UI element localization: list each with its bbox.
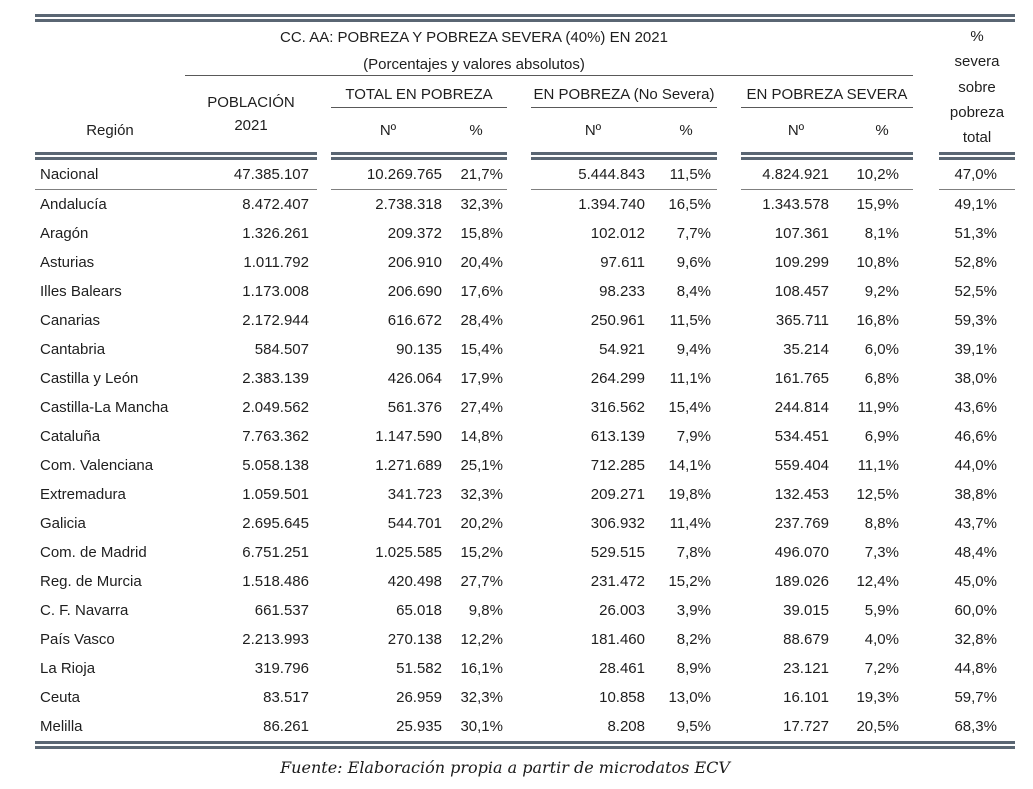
severa-sobre-total-cell: 32,8% <box>954 631 997 648</box>
no-severa-n-cell: 231.472 <box>590 573 645 590</box>
no-severa-n-cell: 28.461 <box>599 660 645 677</box>
severa-pct-cell: 11,1% <box>857 457 899 474</box>
severa-sobre-total-cell: 38,0% <box>954 370 997 387</box>
severa-n-cell: 88.679 <box>783 631 829 648</box>
severa-sobre-total-cell: 43,7% <box>954 515 997 532</box>
region-cell: Aragón <box>40 225 89 242</box>
table-subtitle: (Porcentajes y valores absolutos) <box>363 55 585 73</box>
no-severa-n-cell: 26.003 <box>599 602 645 619</box>
region-cell: Andalucía <box>40 196 107 213</box>
severa-n-cell: 107.361 <box>774 225 829 242</box>
population-cell: 319.796 <box>254 660 309 677</box>
region-cell: Cantabria <box>40 341 106 358</box>
subtitle-underline <box>185 75 913 76</box>
no-severa-n-cell: 5.444.843 <box>578 166 645 183</box>
row-divider-segment <box>741 189 913 190</box>
total-pobreza-n-cell: 65.018 <box>396 602 442 619</box>
population-cell: 661.537 <box>254 602 309 619</box>
total-pobreza-pct-cell: 32,3% <box>460 486 503 503</box>
region-cell: Illes Balears <box>40 283 122 300</box>
population-cell: 83.517 <box>263 689 309 706</box>
total-pobreza-pct-cell: 16,1% <box>460 660 503 677</box>
severa-pct-cell: 16,8% <box>856 312 899 329</box>
last-col-line-4: pobreza <box>949 103 1005 121</box>
total-pobreza-pct-cell: 20,4% <box>460 254 503 271</box>
severa-sobre-total-cell: 43,6% <box>954 399 997 416</box>
table-row <box>35 451 1015 480</box>
severa-n-cell: 189.026 <box>774 573 829 590</box>
table-row <box>35 625 1015 654</box>
no-severa-pct-cell: 13,0% <box>668 689 711 706</box>
no-severa-pct-cell: 8,9% <box>676 660 711 677</box>
severa-pct-cell: 6,9% <box>864 428 899 445</box>
severa-n-cell: 161.765 <box>774 370 829 387</box>
no-severa-pct-cell: 11,1% <box>669 370 711 387</box>
population-cell: 5.058.138 <box>242 457 309 474</box>
total-pobreza-n-cell: 26.959 <box>396 689 442 706</box>
total-pobreza-pct-cell: 15,8% <box>460 225 503 242</box>
no-severa-pct-cell: 3,9% <box>676 602 711 619</box>
no-severa-n-cell: 250.961 <box>590 312 645 329</box>
severa-sobre-total-cell: 52,8% <box>954 254 997 271</box>
table-row <box>35 422 1015 451</box>
total-pobreza-n-cell: 1.025.585 <box>375 544 442 561</box>
no-severa-pct-cell: 19,8% <box>668 486 711 503</box>
severa-pct-cell: 15,9% <box>856 196 899 213</box>
row-divider-segment <box>531 189 717 190</box>
poverty-table <box>35 14 1015 749</box>
severa-n-cell: 4.824.921 <box>762 166 829 183</box>
population-cell: 1.059.501 <box>242 486 309 503</box>
population-cell: 2.383.139 <box>242 370 309 387</box>
severa-sobre-total-cell: 60,0% <box>954 602 997 619</box>
population-cell: 47.385.107 <box>233 166 309 183</box>
no-severa-pct-cell: 7,9% <box>676 428 711 445</box>
population-cell: 8.472.407 <box>242 196 309 213</box>
no-severa-n-cell: 529.515 <box>590 544 645 561</box>
table-body <box>35 160 1015 741</box>
severa-n-cell: 534.451 <box>774 428 829 445</box>
severa-sobre-total-cell: 38,8% <box>954 486 997 503</box>
severa-n-cell: 244.814 <box>774 399 829 416</box>
no-severa-n-cell: 1.394.740 <box>578 196 645 213</box>
table-row <box>35 654 1015 683</box>
severa-sobre-total-cell: 59,3% <box>954 312 997 329</box>
table-row <box>35 538 1015 567</box>
total-pobreza-n-cell: 1.271.689 <box>375 457 442 474</box>
table-row <box>35 248 1015 277</box>
no-severa-n-cell: 181.460 <box>590 631 645 648</box>
table-row <box>35 683 1015 712</box>
table-bottom-border <box>35 741 1015 749</box>
total-pobreza-pct-cell: 28,4% <box>460 312 503 329</box>
no-severa-pct-cell: 7,8% <box>676 544 711 561</box>
no-severa-n-cell: 97.611 <box>600 254 645 271</box>
row-divider-segment <box>939 189 1015 190</box>
region-cell: País Vasco <box>40 631 115 648</box>
severa-pct-cell: 11,9% <box>857 399 899 416</box>
severa-pct-cell: 7,3% <box>864 544 899 561</box>
severa-n-cell: 109.299 <box>774 254 829 271</box>
total-pobreza-n-cell: 206.690 <box>387 283 442 300</box>
column-header-n-severa: Nº <box>787 121 805 139</box>
no-severa-pct-cell: 15,2% <box>668 573 711 590</box>
region-cell: Ceuta <box>40 689 81 706</box>
population-cell: 1.173.008 <box>242 283 309 300</box>
table-row <box>35 364 1015 393</box>
table-top-border <box>35 14 1015 22</box>
no-severa-pct-cell: 7,7% <box>676 225 711 242</box>
severa-sobre-total-cell: 45,0% <box>954 573 997 590</box>
table-row <box>35 712 1015 741</box>
total-pobreza-pct-cell: 21,7% <box>460 166 503 183</box>
total-pobreza-n-cell: 420.498 <box>387 573 442 590</box>
no-severa-n-cell: 264.299 <box>590 370 645 387</box>
severa-pct-cell: 8,8% <box>864 515 899 532</box>
table-row <box>35 480 1015 509</box>
no-severa-pct-cell: 9,6% <box>676 254 711 271</box>
severa-pct-cell: 6,0% <box>864 341 899 358</box>
total-pobreza-n-cell: 51.582 <box>396 660 442 677</box>
severa-n-cell: 365.711 <box>775 312 829 329</box>
total-pobreza-n-cell: 561.376 <box>387 399 442 416</box>
column-header-n-no-severa: Nº <box>584 121 602 139</box>
header-border-segment <box>331 152 507 160</box>
no-severa-n-cell: 712.285 <box>590 457 645 474</box>
severa-sobre-total-cell: 51,3% <box>954 225 997 242</box>
region-cell: Extremadura <box>40 486 126 503</box>
column-header-pct-total: % <box>469 121 483 139</box>
column-group-en-pobreza-severa: EN POBREZA SEVERA <box>741 86 913 108</box>
region-cell: Galicia <box>40 515 86 532</box>
region-cell: C. F. Navarra <box>40 602 129 619</box>
population-cell: 1.011.792 <box>243 254 309 271</box>
severa-n-cell: 1.343.578 <box>762 196 829 213</box>
population-cell: 2.172.944 <box>242 312 309 329</box>
severa-pct-cell: 12,4% <box>856 573 899 590</box>
severa-sobre-total-cell: 46,6% <box>954 428 997 445</box>
column-header-pct-severa-sobre-pobreza-total <box>939 22 1015 152</box>
no-severa-n-cell: 306.932 <box>590 515 645 532</box>
severa-pct-cell: 9,2% <box>864 283 899 300</box>
severa-sobre-total-cell: 68,3% <box>954 718 997 735</box>
column-group-total-en-pobreza: TOTAL EN POBREZA <box>331 86 507 108</box>
region-cell: Castilla y León <box>40 370 139 387</box>
population-cell: 2.695.645 <box>242 515 309 532</box>
column-header-n-total: Nº <box>379 121 397 139</box>
population-cell: 584.507 <box>254 341 309 358</box>
population-cell: 6.751.251 <box>242 544 309 561</box>
total-pobreza-n-cell: 25.935 <box>396 718 442 735</box>
region-cell: Com. de Madrid <box>40 544 147 561</box>
no-severa-n-cell: 10.858 <box>599 689 645 706</box>
severa-n-cell: 237.769 <box>774 515 829 532</box>
severa-pct-cell: 6,8% <box>864 370 899 387</box>
last-col-line-5: total <box>962 129 992 146</box>
severa-pct-cell: 10,8% <box>856 254 899 271</box>
total-pobreza-pct-cell: 32,3% <box>460 689 503 706</box>
severa-pct-cell: 19,3% <box>856 689 899 706</box>
table-row <box>35 219 1015 248</box>
row-divider-segment <box>35 189 317 190</box>
no-severa-n-cell: 98.233 <box>599 283 645 300</box>
column-header-pct-severa: % <box>875 121 889 139</box>
header-border-segment <box>35 152 317 160</box>
no-severa-pct-cell: 9,5% <box>676 718 711 735</box>
population-cell: 1.326.261 <box>242 225 309 242</box>
header-bottom-border <box>35 152 1015 160</box>
severa-sobre-total-cell: 39,1% <box>954 341 997 358</box>
table-row <box>35 306 1015 335</box>
total-pobreza-n-cell: 90.135 <box>396 341 442 358</box>
total-pobreza-n-cell: 2.738.318 <box>375 196 442 213</box>
severa-sobre-total-cell: 59,7% <box>954 689 997 706</box>
severa-pct-cell: 5,9% <box>864 602 899 619</box>
no-severa-pct-cell: 11,4% <box>669 515 711 532</box>
last-col-line-2: severa <box>954 53 1000 71</box>
total-pobreza-pct-cell: 15,4% <box>460 341 503 358</box>
severa-pct-cell: 8,1% <box>864 225 899 242</box>
no-severa-pct-cell: 14,1% <box>668 457 711 474</box>
table-title: CC. AA: POBREZA Y POBREZA SEVERA (40%) EN 2021 <box>280 28 668 46</box>
no-severa-pct-cell: 16,5% <box>668 196 711 213</box>
total-pobreza-pct-cell: 27,4% <box>460 399 503 416</box>
no-severa-pct-cell: 8,4% <box>676 283 711 300</box>
population-cell: 86.261 <box>263 718 309 735</box>
table-row <box>35 596 1015 625</box>
total-pobreza-n-cell: 10.269.765 <box>366 166 442 183</box>
region-cell: Canarias <box>40 312 101 329</box>
total-pobreza-pct-cell: 20,2% <box>460 515 503 532</box>
total-pobreza-n-cell: 544.701 <box>387 515 442 532</box>
severa-n-cell: 496.070 <box>774 544 829 561</box>
severa-n-cell: 35.214 <box>783 341 829 358</box>
total-pobreza-pct-cell: 9,8% <box>468 602 503 619</box>
source-note: Fuente: Elaboración propia a partir de microdatos ECV <box>280 758 730 777</box>
region-cell: Castilla-La Mancha <box>40 399 169 416</box>
total-pobreza-n-cell: 206.910 <box>387 254 442 271</box>
no-severa-n-cell: 613.139 <box>590 428 645 445</box>
total-pobreza-pct-cell: 30,1% <box>460 718 503 735</box>
severa-n-cell: 108.457 <box>774 283 829 300</box>
region-cell: Nacional <box>40 166 99 183</box>
table-row <box>35 160 1015 189</box>
no-severa-n-cell: 316.562 <box>590 399 645 416</box>
column-header-poblacion-2021 <box>185 91 317 137</box>
total-pobreza-n-cell: 341.723 <box>387 486 442 503</box>
total-pobreza-pct-cell: 14,8% <box>460 428 503 445</box>
total-pobreza-n-cell: 1.147.590 <box>375 428 442 445</box>
table-row <box>35 509 1015 538</box>
total-pobreza-pct-cell: 17,9% <box>460 370 503 387</box>
region-cell: Melilla <box>40 718 83 735</box>
no-severa-pct-cell: 11,5% <box>669 166 711 183</box>
no-severa-pct-cell: 11,5% <box>669 312 711 329</box>
severa-n-cell: 559.404 <box>774 457 829 474</box>
severa-pct-cell: 12,5% <box>856 486 899 503</box>
severa-n-cell: 23.121 <box>783 660 829 677</box>
no-severa-pct-cell: 8,2% <box>676 631 711 648</box>
population-cell: 2.049.562 <box>242 399 309 416</box>
header-border-segment <box>741 152 913 160</box>
population-cell: 7.763.362 <box>242 428 309 445</box>
total-pobreza-pct-cell: 15,2% <box>460 544 503 561</box>
severa-sobre-total-cell: 44,8% <box>954 660 997 677</box>
region-cell: Cataluña <box>40 428 101 445</box>
population-cell: 2.213.993 <box>242 631 309 648</box>
header-border-segment <box>939 152 1015 160</box>
severa-n-cell: 39.015 <box>783 602 829 619</box>
total-pobreza-pct-cell: 27,7% <box>460 573 503 590</box>
severa-pct-cell: 20,5% <box>856 718 899 735</box>
total-pobreza-n-cell: 209.372 <box>387 225 442 242</box>
last-col-line-1: % <box>970 28 984 45</box>
region-cell: La Rioja <box>40 660 96 677</box>
severa-sobre-total-cell: 49,1% <box>954 196 997 213</box>
no-severa-n-cell: 102.012 <box>590 225 645 242</box>
severa-sobre-total-cell: 48,4% <box>954 544 997 561</box>
severa-pct-cell: 4,0% <box>864 631 899 648</box>
region-cell: Asturias <box>40 254 95 271</box>
total-pobreza-n-cell: 270.138 <box>387 631 442 648</box>
total-pobreza-pct-cell: 32,3% <box>460 196 503 213</box>
row-divider-segment <box>331 189 507 190</box>
severa-n-cell: 16.101 <box>783 689 829 706</box>
table-row <box>35 190 1015 219</box>
severa-pct-cell: 7,2% <box>864 660 899 677</box>
total-pobreza-n-cell: 616.672 <box>387 312 442 329</box>
severa-pct-cell: 10,2% <box>856 166 899 183</box>
region-cell: Reg. de Murcia <box>40 573 142 590</box>
column-header-poblacion-line2: 2021 <box>234 117 268 134</box>
severa-n-cell: 17.727 <box>783 718 829 735</box>
total-pobreza-pct-cell: 25,1% <box>460 457 503 474</box>
region-cell: Com. Valenciana <box>40 457 154 474</box>
population-cell: 1.518.486 <box>242 573 309 590</box>
column-group-en-pobreza-no-severa: EN POBREZA (No Severa) <box>531 86 717 108</box>
severa-sobre-total-cell: 52,5% <box>954 283 997 300</box>
table-row <box>35 567 1015 596</box>
table-row <box>35 277 1015 306</box>
header-border-segment <box>531 152 717 160</box>
column-header-pct-no-severa: % <box>679 121 693 139</box>
severa-sobre-total-cell: 44,0% <box>954 457 997 474</box>
no-severa-n-cell: 8.208 <box>607 718 645 735</box>
table-header <box>35 22 1015 152</box>
total-pobreza-n-cell: 426.064 <box>387 370 442 387</box>
last-col-line-3: sobre <box>958 78 996 96</box>
column-header-poblacion-line1: POBLACIÓN <box>207 94 295 111</box>
no-severa-pct-cell: 15,4% <box>668 399 711 416</box>
column-header-region: Región <box>86 121 134 139</box>
table-row <box>35 393 1015 422</box>
no-severa-n-cell: 209.271 <box>590 486 645 503</box>
severa-sobre-total-cell: 47,0% <box>954 166 997 183</box>
no-severa-pct-cell: 9,4% <box>676 341 711 358</box>
table-row <box>35 335 1015 364</box>
no-severa-n-cell: 54.921 <box>599 341 645 358</box>
severa-n-cell: 132.453 <box>774 486 829 503</box>
total-pobreza-pct-cell: 12,2% <box>460 631 503 648</box>
total-pobreza-pct-cell: 17,6% <box>460 283 503 300</box>
